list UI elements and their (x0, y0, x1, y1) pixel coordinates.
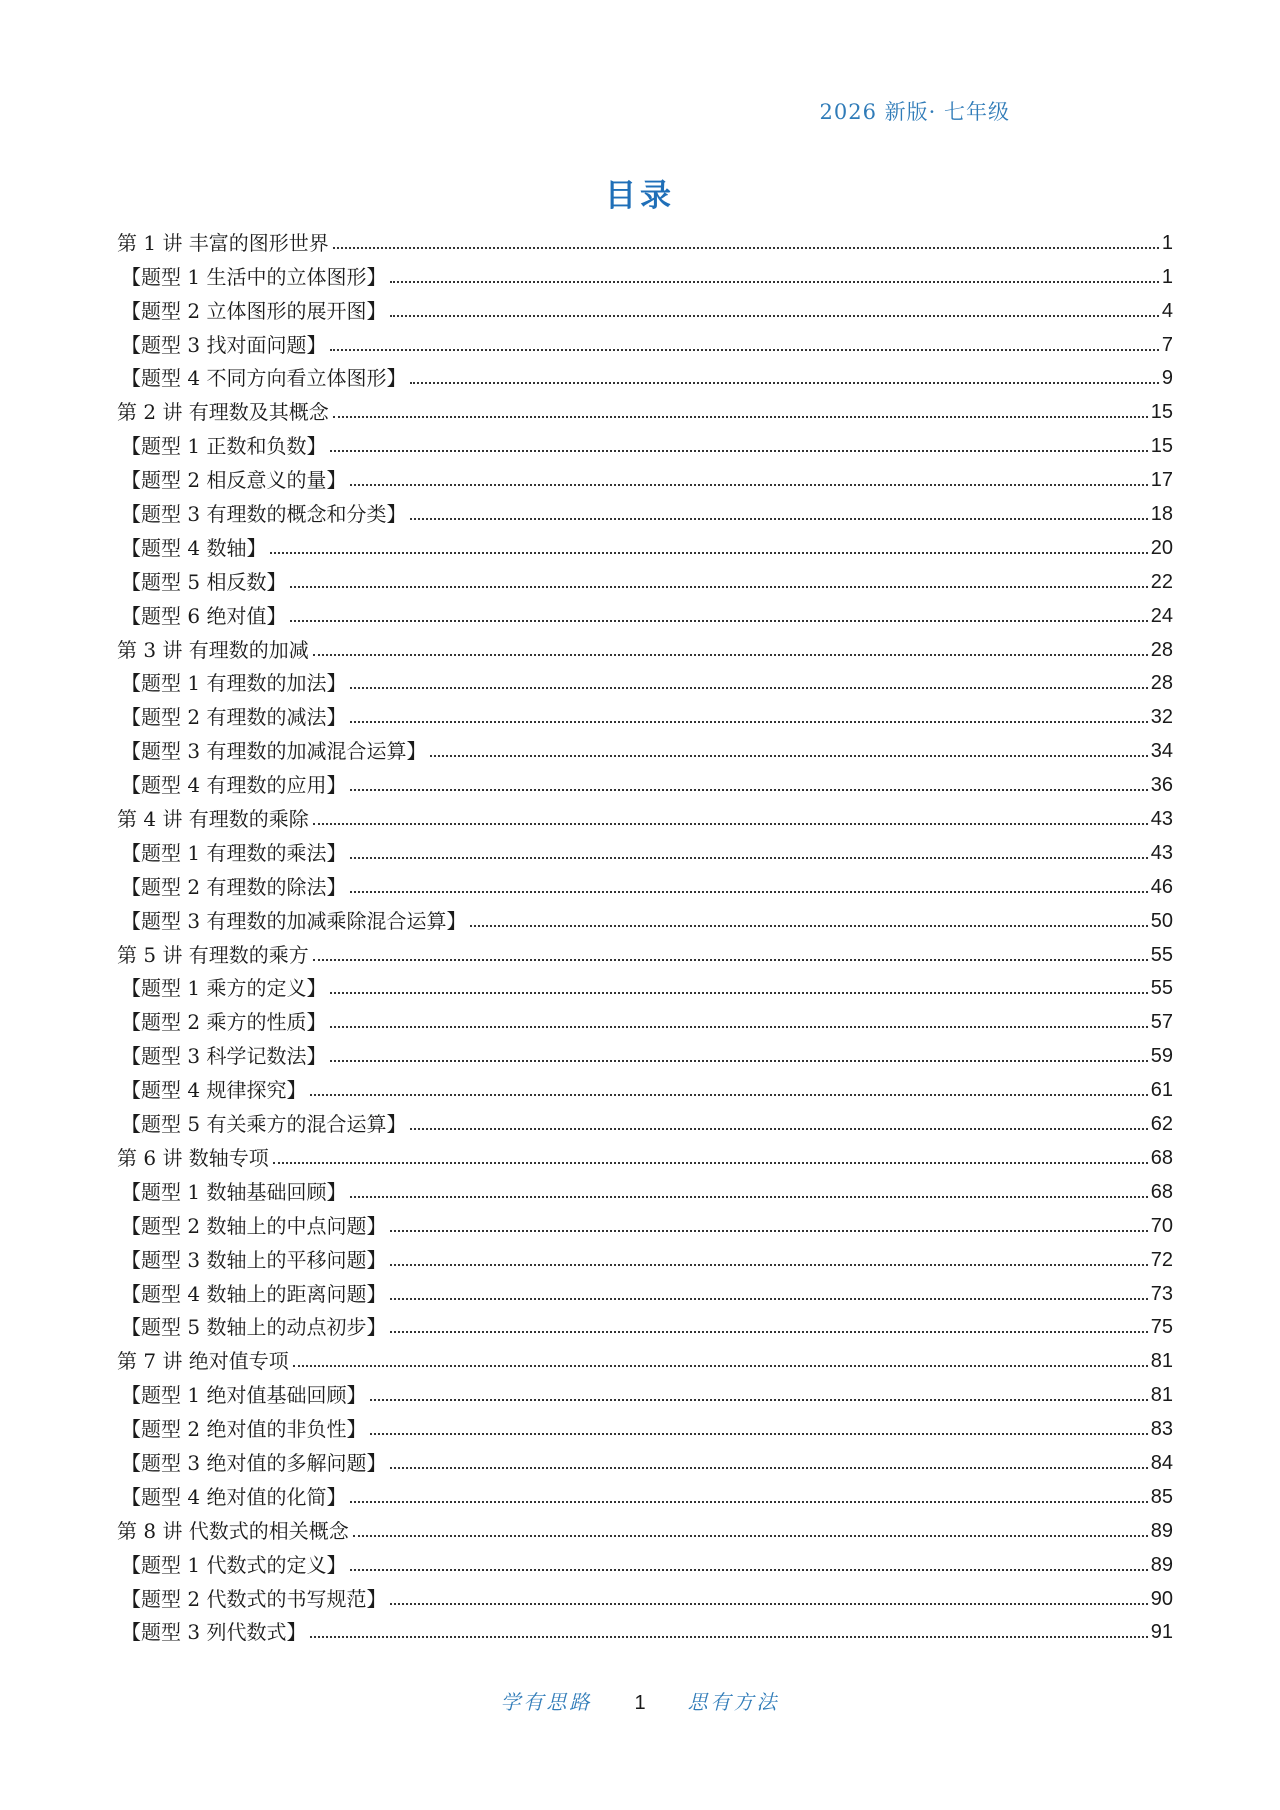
toc-dot-leader (350, 720, 1147, 723)
toc-dot-leader (313, 958, 1148, 961)
toc-section-row[interactable] (117, 293, 1173, 327)
toc-page-number: 22 (1150, 570, 1173, 593)
toc-dot-leader (333, 415, 1148, 418)
toc-page-number: 15 (1150, 401, 1173, 424)
toc-chapter-row[interactable] (117, 1513, 1173, 1547)
toc-entry-label: 【题型 5 有关乘方的混合运算】 (121, 1112, 407, 1137)
toc-entry-label: 第 2 讲 有理数及其概念 (117, 400, 329, 425)
toc-dot-leader (350, 856, 1147, 859)
toc-page-number: 81 (1150, 1350, 1173, 1373)
toc-dot-leader (333, 246, 1159, 249)
toc-entry-label: 【题型 4 规律探究】 (121, 1078, 307, 1103)
toc-page-number: 1 (1161, 265, 1173, 288)
toc-page-number: 72 (1150, 1248, 1173, 1271)
toc-section-row[interactable] (117, 462, 1173, 496)
toc-section-row[interactable] (117, 1615, 1173, 1649)
toc-dot-leader (330, 348, 1158, 351)
toc-section-row[interactable] (117, 767, 1173, 801)
toc-section-row[interactable] (117, 1581, 1173, 1615)
toc-dot-leader (330, 1025, 1147, 1028)
toc-entry-label: 【题型 2 相反意义的量】 (121, 468, 347, 493)
toc-entry-label: 【题型 3 有理数的概念和分类】 (121, 502, 407, 527)
toc-dot-leader (330, 449, 1147, 452)
toc-dot-leader (313, 822, 1148, 825)
toc-section-row[interactable] (117, 428, 1173, 462)
toc-page-number: 7 (1161, 333, 1173, 356)
toc-entry-label: 第 3 讲 有理数的加减 (117, 637, 309, 662)
toc-section-row[interactable] (117, 666, 1173, 700)
toc-page-number: 55 (1150, 943, 1173, 966)
toc-dot-leader (350, 1195, 1147, 1198)
toc-dot-leader (410, 517, 1147, 520)
toc-entry-label: 【题型 4 不同方向看立体图形】 (121, 366, 407, 391)
toc-dot-leader (350, 1568, 1147, 1571)
edition-label: 2026 新版· 七年级 (819, 100, 1010, 124)
toc-page-number: 73 (1150, 1282, 1173, 1305)
toc-chapter-row[interactable] (117, 1343, 1173, 1377)
toc-entry-label: 第 1 讲 丰富的图形世界 (117, 230, 329, 255)
toc-entry-label: 【题型 1 乘方的定义】 (121, 976, 327, 1001)
toc-page-number: 4 (1161, 299, 1173, 322)
toc-section-row[interactable] (117, 496, 1173, 530)
page-title: 目录 (605, 178, 675, 214)
toc-dot-leader (310, 1093, 1147, 1096)
toc-section-row[interactable] (117, 1377, 1173, 1411)
toc-dot-leader (330, 991, 1147, 994)
toc-page-number: 70 (1150, 1214, 1173, 1237)
toc-dot-leader (273, 1161, 1148, 1164)
toc-entry-label: 第 5 讲 有理数的乘方 (117, 942, 309, 967)
table-of-contents (117, 225, 1173, 1648)
toc-section-row[interactable] (117, 869, 1173, 903)
toc-dot-leader (350, 483, 1147, 486)
toc-entry-label: 【题型 2 立体图形的展开图】 (121, 298, 387, 323)
toc-section-row[interactable] (117, 564, 1173, 598)
toc-dot-leader (370, 1432, 1147, 1435)
toc-dot-leader (290, 585, 1147, 588)
toc-entry-label: 第 6 讲 数轴专项 (117, 1145, 269, 1170)
toc-section-row[interactable] (117, 1411, 1173, 1445)
toc-dot-leader (313, 653, 1148, 656)
toc-page-number: 89 (1150, 1519, 1173, 1542)
toc-section-row[interactable] (117, 1242, 1173, 1276)
toc-section-row[interactable] (117, 1038, 1173, 1072)
toc-page-number: 90 (1150, 1587, 1173, 1610)
toc-dot-leader (270, 551, 1147, 554)
toc-page-number: 1 (1161, 231, 1173, 254)
toc-dot-leader (390, 1263, 1147, 1266)
toc-section-row[interactable] (117, 1004, 1173, 1038)
toc-dot-leader (390, 1466, 1147, 1469)
toc-entry-label: 【题型 2 数轴上的中点问题】 (121, 1213, 387, 1238)
toc-dot-leader (353, 1534, 1148, 1537)
toc-section-row[interactable] (117, 1174, 1173, 1208)
toc-page-number: 68 (1150, 1180, 1173, 1203)
toc-page-number: 75 (1150, 1316, 1173, 1339)
toc-page-number: 34 (1150, 740, 1173, 763)
toc-entry-label: 【题型 3 科学记数法】 (121, 1044, 327, 1069)
toc-chapter-row[interactable] (117, 394, 1173, 428)
toc-section-row[interactable] (117, 1072, 1173, 1106)
toc-section-row[interactable] (117, 598, 1173, 632)
toc-entry-label: 【题型 4 有理数的应用】 (121, 773, 347, 798)
toc-dot-leader (470, 924, 1147, 927)
toc-section-row[interactable] (117, 259, 1173, 293)
toc-page-number: 84 (1150, 1451, 1173, 1474)
toc-page-number: 15 (1150, 435, 1173, 458)
toc-entry-label: 【题型 2 绝对值的非负性】 (121, 1417, 367, 1442)
toc-page-number: 62 (1150, 1113, 1173, 1136)
toc-chapter-row[interactable] (117, 225, 1173, 259)
toc-page-number: 85 (1150, 1485, 1173, 1508)
toc-entry-label: 【题型 1 生活中的立体图形】 (121, 264, 387, 289)
toc-section-row[interactable] (117, 1106, 1173, 1140)
toc-page-number: 24 (1150, 604, 1173, 627)
toc-entry-label: 第 7 讲 绝对值专项 (117, 1349, 289, 1374)
toc-page-number: 46 (1150, 875, 1173, 898)
toc-page-number: 17 (1150, 469, 1173, 492)
toc-entry-label: 【题型 2 有理数的除法】 (121, 874, 347, 899)
toc-page-number: 20 (1150, 536, 1173, 559)
toc-entry-label: 【题型 4 数轴上的距离问题】 (121, 1281, 387, 1306)
toc-dot-leader (290, 619, 1147, 622)
toc-entry-label: 【题型 4 数轴】 (121, 535, 267, 560)
toc-page-number: 32 (1150, 706, 1173, 729)
toc-page-number: 18 (1150, 503, 1173, 526)
toc-entry-label: 【题型 2 代数式的书写规范】 (121, 1586, 387, 1611)
toc-page-number: 43 (1150, 808, 1173, 831)
toc-entry-label: 【题型 2 乘方的性质】 (121, 1010, 327, 1035)
toc-dot-leader (390, 1229, 1147, 1232)
toc-page-number: 57 (1150, 1011, 1173, 1034)
toc-page-number: 83 (1150, 1418, 1173, 1441)
toc-entry-label: 【题型 1 有理数的乘法】 (121, 840, 347, 865)
toc-entry-label: 【题型 1 绝对值基础回顾】 (121, 1383, 367, 1408)
toc-page-number: 50 (1150, 909, 1173, 932)
toc-page-number: 59 (1150, 1045, 1173, 1068)
toc-page-number: 43 (1150, 841, 1173, 864)
toc-dot-leader (370, 1398, 1147, 1401)
toc-section-row[interactable] (117, 699, 1173, 733)
toc-page-number: 89 (1150, 1553, 1173, 1576)
toc-entry-label: 【题型 1 有理数的加法】 (121, 671, 347, 696)
footer-page-number: 1 (634, 1692, 646, 1714)
toc-section-row[interactable] (117, 1310, 1173, 1344)
toc-dot-leader (350, 788, 1147, 791)
toc-entry-label: 【题型 5 数轴上的动点初步】 (121, 1315, 387, 1340)
toc-dot-leader (390, 1297, 1147, 1300)
toc-page-number: 28 (1150, 672, 1173, 695)
toc-page-number: 36 (1150, 774, 1173, 797)
toc-section-row[interactable] (117, 530, 1173, 564)
toc-section-row[interactable] (117, 1208, 1173, 1242)
toc-entry-label: 【题型 1 代数式的定义】 (121, 1552, 347, 1577)
toc-dot-leader (390, 314, 1158, 317)
toc-section-row[interactable] (117, 1479, 1173, 1513)
toc-chapter-row[interactable] (117, 632, 1173, 666)
toc-chapter-row[interactable] (117, 1140, 1173, 1174)
toc-chapter-row[interactable] (117, 801, 1173, 835)
toc-entry-label: 【题型 3 数轴上的平移问题】 (121, 1247, 387, 1272)
toc-entry-label: 【题型 1 数轴基础回顾】 (121, 1179, 347, 1204)
toc-page-number: 61 (1150, 1079, 1173, 1102)
toc-entry-label: 【题型 3 有理数的加减乘除混合运算】 (121, 908, 467, 933)
toc-entry-label: 【题型 3 有理数的加减混合运算】 (121, 739, 427, 764)
toc-dot-leader (350, 890, 1147, 893)
toc-section-row[interactable] (117, 327, 1173, 361)
toc-dot-leader (293, 1364, 1148, 1367)
page-footer (0, 1686, 1280, 1715)
toc-entry-label: 【题型 3 找对面问题】 (121, 332, 327, 357)
toc-entry-label: 第 8 讲 代数式的相关概念 (117, 1518, 349, 1543)
toc-entry-label: 【题型 2 有理数的减法】 (121, 705, 347, 730)
toc-page-number: 68 (1150, 1146, 1173, 1169)
toc-dot-leader (410, 1127, 1147, 1130)
toc-section-row[interactable] (117, 903, 1173, 937)
toc-entry-label: 第 4 讲 有理数的乘除 (117, 807, 309, 832)
toc-dot-leader (390, 1330, 1147, 1333)
toc-section-row[interactable] (117, 733, 1173, 767)
toc-dot-leader (390, 1602, 1147, 1605)
toc-dot-leader (330, 1059, 1147, 1062)
toc-page-number: 91 (1150, 1621, 1173, 1644)
toc-page-number: 81 (1150, 1384, 1173, 1407)
footer-slogan-left: 学有思路 (500, 1690, 593, 1714)
toc-entry-label: 【题型 4 绝对值的化简】 (121, 1484, 347, 1509)
footer-slogan-right: 思有方法 (687, 1690, 780, 1714)
toc-entry-label: 【题型 5 相反数】 (121, 569, 287, 594)
toc-entry-label: 【题型 3 列代数式】 (121, 1620, 307, 1645)
toc-page-number: 9 (1161, 367, 1173, 390)
toc-dot-leader (350, 1500, 1147, 1503)
toc-dot-leader (410, 381, 1158, 384)
toc-section-row[interactable] (117, 1445, 1173, 1479)
toc-section-row[interactable] (117, 1276, 1173, 1310)
toc-dot-leader (350, 686, 1147, 689)
toc-chapter-row[interactable] (117, 937, 1173, 971)
toc-section-row[interactable] (117, 361, 1173, 395)
toc-page-number: 28 (1150, 638, 1173, 661)
toc-dot-leader (390, 280, 1158, 283)
toc-entry-label: 【题型 1 正数和负数】 (121, 434, 327, 459)
toc-section-row[interactable] (117, 1547, 1173, 1581)
toc-section-row[interactable] (117, 835, 1173, 869)
toc-page-number: 55 (1150, 977, 1173, 1000)
toc-section-row[interactable] (117, 971, 1173, 1005)
toc-entry-label: 【题型 6 绝对值】 (121, 603, 287, 628)
toc-dot-leader (310, 1635, 1147, 1638)
toc-entry-label: 【题型 3 绝对值的多解问题】 (121, 1450, 387, 1475)
toc-dot-leader (430, 754, 1147, 757)
